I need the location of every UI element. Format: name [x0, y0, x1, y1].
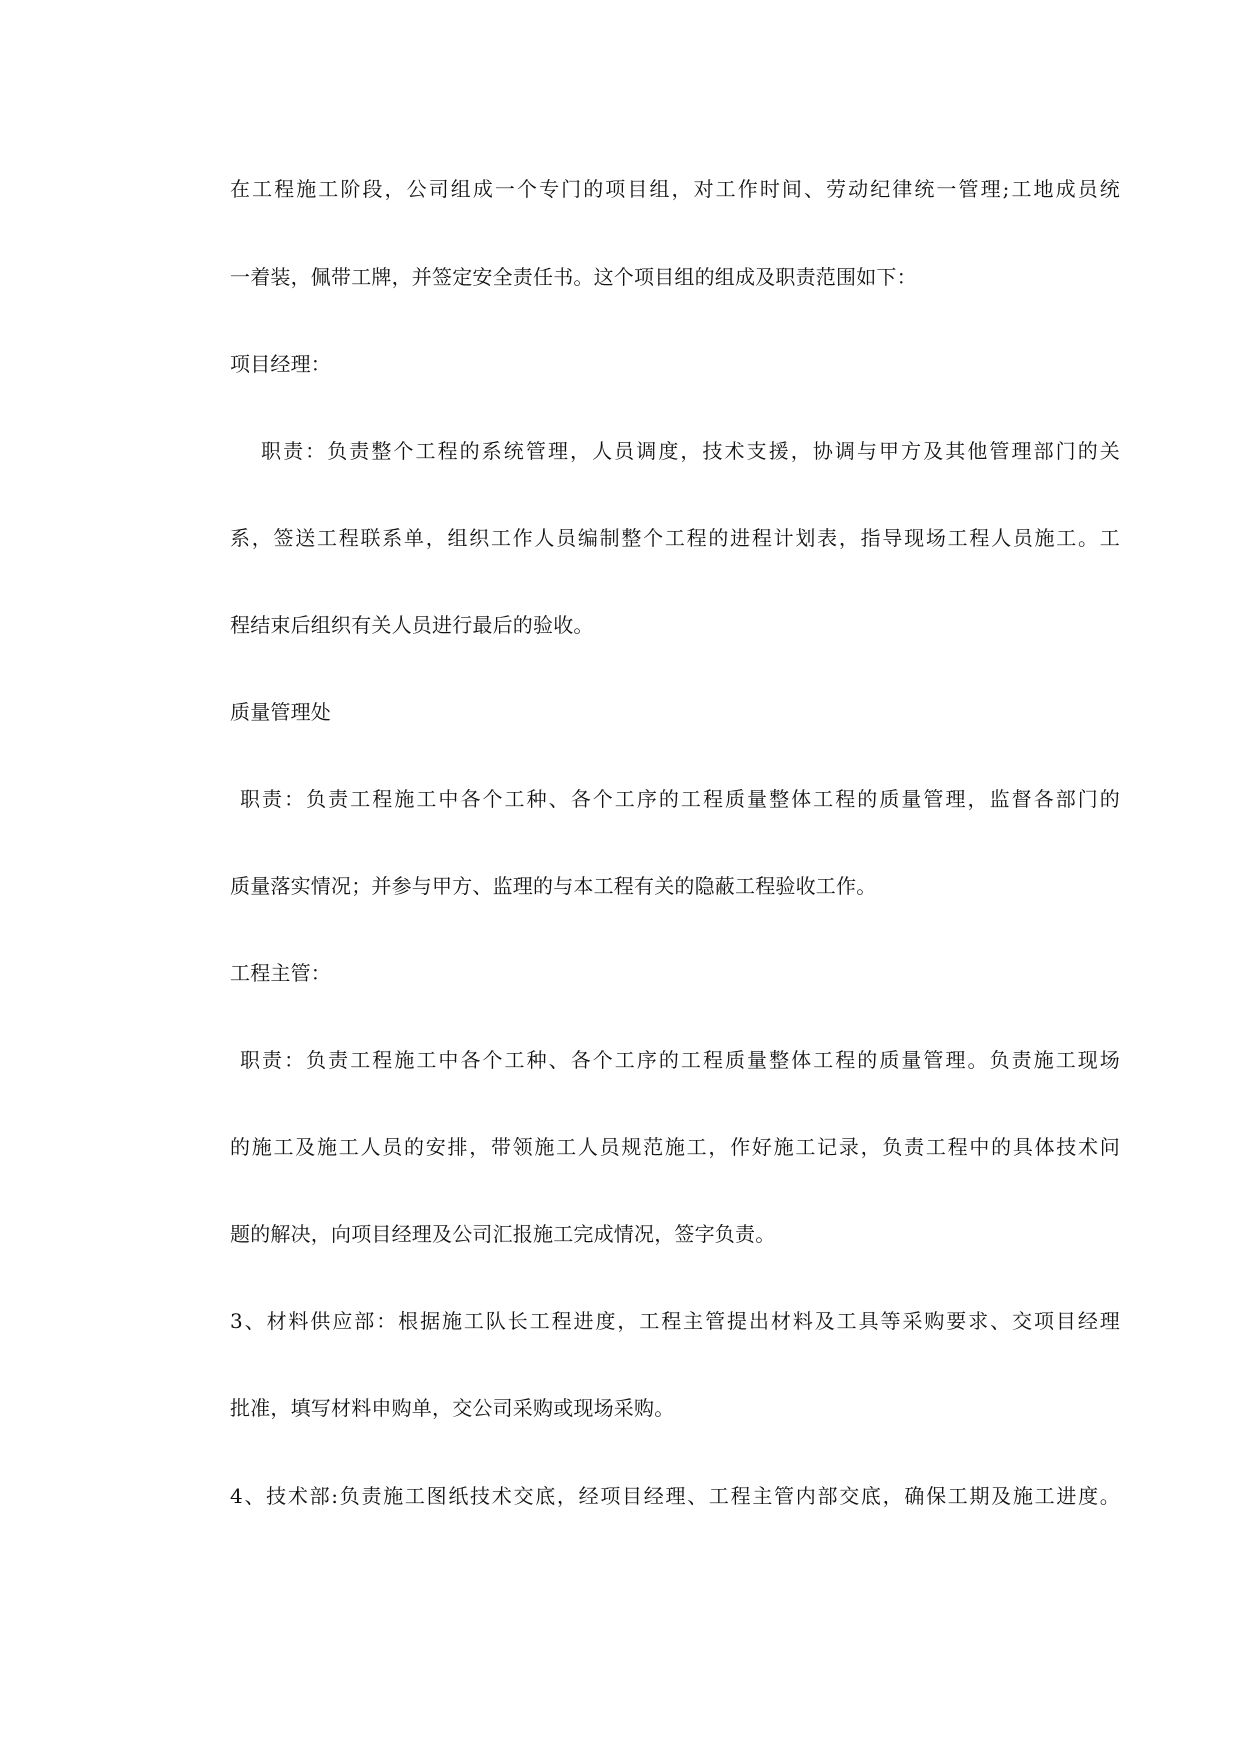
technical-department-line: 4、技术部:负责施工图纸技术交底，经项目经理、工程主管内部交底，确保工期及施工进度。: [230, 1484, 1120, 1508]
heading-quality-management: 质量管理处: [230, 700, 331, 724]
project-manager-duty-line-2: 系，签送工程联系单，组织工作人员编制整个工程的进程计划表，指导现场工程人员施工。工: [230, 526, 1120, 550]
project-manager-duty-line-3: 程结束后组织有关人员进行最后的验收。: [230, 613, 594, 637]
supervisor-duty-line-3: 题的解决，向项目经理及公司汇报施工完成情况，签字负责。: [230, 1222, 776, 1246]
supervisor-duty-line-2: 的施工及施工人员的安排，带领施工人员规范施工，作好施工记录，负责工程中的具体技术问: [230, 1135, 1120, 1159]
project-manager-duty-line-1: 职责：负责整个工程的系统管理，人员调度，技术支援，协调与甲方及其他管理部门的关: [261, 439, 1120, 463]
materials-supply-line-2: 批准，填写材料申购单，交公司采购或现场采购。: [230, 1396, 675, 1420]
paragraph-intro-line-1: 在工程施工阶段，公司组成一个专门的项目组，对工作时间、劳动纪律统一管理;工地成员统: [230, 177, 1120, 201]
quality-duty-line-1: 职责：负责工程施工中各个工种、各个工序的工程质量整体工程的质量管理，监督各部门的: [240, 787, 1120, 811]
supervisor-duty-line-1: 职责：负责工程施工中各个工种、各个工序的工程质量整体工程的质量管理。负责施工现场: [240, 1048, 1120, 1072]
paragraph-intro-line-2: 一着装，佩带工牌，并签定安全责任书。这个项目组的组成及职责范围如下：: [230, 265, 917, 289]
quality-duty-line-2: 质量落实情况；并参与甲方、监理的与本工程有关的隐蔽工程验收工作。: [230, 874, 877, 898]
materials-supply-line-1: 3、材料供应部：根据施工队长工程进度，工程主管提出材料及工具等采购要求、交项目经理: [230, 1309, 1120, 1333]
heading-project-manager: 项目经理：: [230, 352, 331, 376]
heading-engineering-supervisor: 工程主管：: [230, 961, 331, 985]
